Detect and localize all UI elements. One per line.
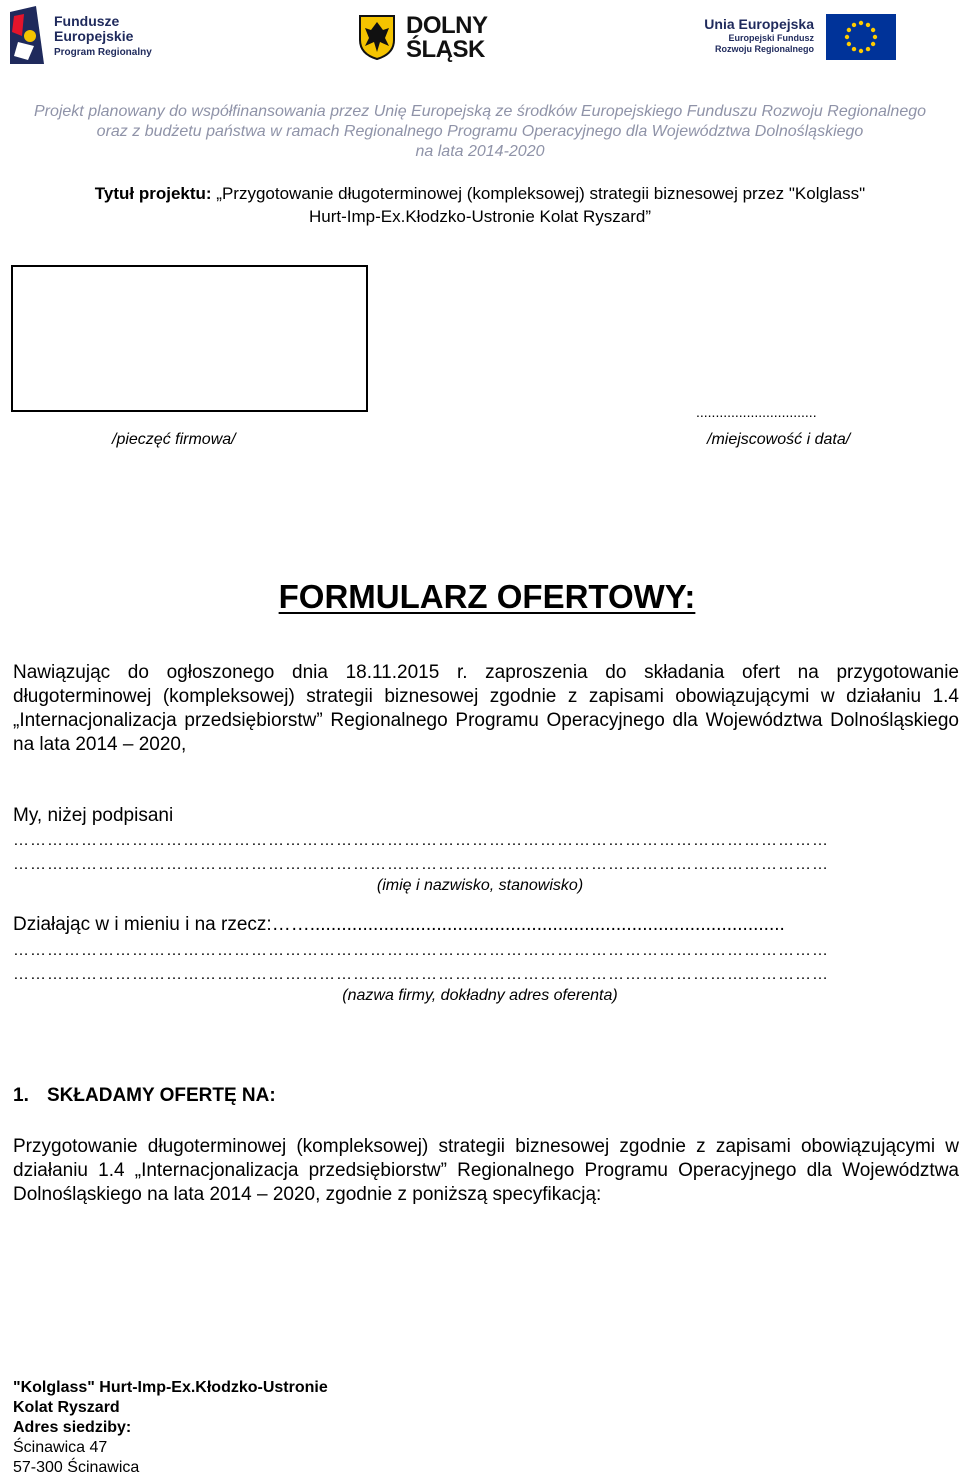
funding-line2: oraz z budżetu państwa w ramach Regionalnego Programu Operacyjnego dla Województwa Dolnośląskiego (96, 123, 864, 140)
signatories-label: My, niżej podpisani (13, 805, 174, 826)
section-1-heading (13, 1085, 276, 1107)
project-title-label: Tytuł projektu: (94, 184, 217, 203)
form-title: FORMULARZ OFERTOWY: (278, 578, 696, 615)
funding-line1: Projekt planowany do współfinansowania przez Unię Europejską ze środków Europejskiego Funduszu Rozwoju Regionalnego (33, 103, 927, 120)
acting-label: Działając w i mieniu i na rzecz:…….......................................................................................... (13, 914, 785, 935)
ue-logo-line3: Rozwoju Regionalnego (715, 44, 814, 54)
acting-dots-line1: ……………………………………………………………………………………………………………………………… (13, 942, 829, 959)
signatories-dots-line2: ……………………………………………………………………………………………………………………………… (13, 856, 829, 873)
fe-logo-line3: Program Regionalny (54, 47, 152, 58)
section-1-title: SKŁADAMY OFERTĘ NA: (47, 1085, 276, 1106)
place-date-label: /miejscowość i data/ (707, 431, 851, 448)
signatories-dots-line1: ……………………………………………………………………………………………………………………………… (13, 832, 829, 849)
signatories-caption: (imię i nazwisko, stanowisko) (376, 877, 584, 894)
project-title-line1: „Przygotowanie długoterminowej (kompleksowej) strategii biznesowej przez "Kolglass" (216, 184, 866, 203)
ds-logo-line1: DOLNY (406, 12, 488, 39)
intro-paragraph: Nawiązując do ogłoszonego dnia 18.11.2015 r. zaproszenia do składania ofert na przygotowanie długoterminowej (kompleksowej) strategii biznesowej zgodnie z zapisami obowiązującymi w działaniu 1.4 „Internacjonalizacja przedsiębiorstw” Regionalnego Programu Operacyjnego dla Województwa Dolnośląskiego na lata 2014 – 2020, (13, 662, 959, 755)
footer-address-label: Adres siedziby: (13, 1419, 132, 1436)
eagle-shield-icon (358, 14, 396, 60)
acting-dots-line2: ……………………………………………………………………………………………………………………………… (13, 966, 829, 983)
project-title-line2: Hurt-Imp-Ex.Kłodzko-Ustronie Kolat Ryszard” (309, 207, 651, 226)
company-footer (13, 1378, 328, 1478)
eu-star-icon (873, 35, 877, 39)
footer-company: "Kolglass" Hurt-Imp-Ex.Kłodzko-Ustronie (13, 1379, 328, 1396)
eu-star-icon (845, 35, 849, 39)
eu-star-icon (847, 42, 851, 46)
funding-line3: na lata 2014-2020 (415, 143, 545, 160)
eu-star-icon (847, 28, 851, 32)
ds-logo-text (406, 14, 488, 62)
fe-logo-line1: Fundusze (54, 13, 120, 29)
acting-caption: (nazwa firmy, dokładny adres oferenta) (342, 987, 618, 1004)
eu-star-icon (871, 42, 875, 46)
section-1-number: 1. (13, 1085, 29, 1106)
ue-logo-text (702, 16, 814, 55)
ds-logo-line2: ŚLĄSK (406, 36, 485, 63)
company-stamp-box (11, 265, 368, 412)
fe-flag-icon (10, 6, 44, 64)
eu-star-icon (871, 28, 875, 32)
company-stamp-label: /pieczęć firmowa/ (112, 431, 236, 448)
ue-logo-line2: Europejski Fundusz (728, 33, 814, 43)
project-title (0, 182, 960, 228)
place-date-dots: ............................... (696, 404, 817, 420)
eu-star-icon (852, 23, 856, 27)
fe-logo-line2: Europejskie (54, 28, 134, 44)
section-1-text: Przygotowanie długoterminowej (kompleksowej) strategii biznesowej zgodnie z zapisami obowiązującymi w działaniu 1.4 „Internacjonalizacja przedsiębiorstw” Regionalnego Programu Operacyjnego dla Województwa Dolnośląskiego na lata 2014 – 2020, zgodnie z poniższą specyfikacją: (13, 1136, 959, 1205)
footer-owner: Kolat Ryszard (13, 1399, 120, 1416)
ue-logo-line1: Unia Europejska (704, 16, 814, 32)
eu-flag-icon (826, 14, 896, 60)
unia-europejska-logo (702, 14, 897, 62)
footer-street: Ścinawica 47 (13, 1439, 108, 1456)
eu-star-icon (859, 49, 863, 53)
footer-city: 57-300 Ścinawica (13, 1459, 140, 1476)
funding-note (0, 102, 960, 162)
eu-star-icon (866, 47, 870, 51)
fundusze-europejskie-logo (10, 4, 170, 66)
eu-star-icon (866, 23, 870, 27)
dolny-slask-logo (358, 12, 498, 63)
fe-logo-text (54, 14, 152, 60)
eu-star-icon (859, 21, 863, 25)
eu-star-icon (852, 47, 856, 51)
